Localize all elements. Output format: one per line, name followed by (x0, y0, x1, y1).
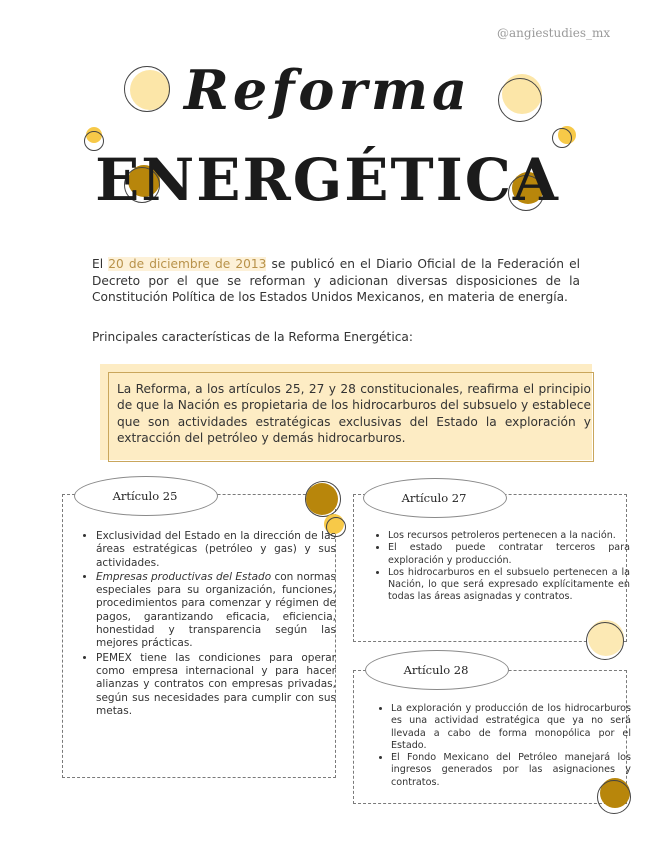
list-item: • Exclusividad del Estado en la dirección de las áreas estratégicas (petróleo y gas) y sus actividades. (96, 530, 336, 570)
title-line-1: Reforma (183, 58, 472, 122)
article-27-label: Artículo 27 (401, 491, 467, 505)
highlighted-date: 20 de diciembre de 2013 (108, 257, 267, 271)
author-handle: @angiestudies_mx (497, 26, 611, 40)
list-item-emphasis: Empresas productivas del Estado (96, 570, 272, 583)
section-subheading: Principales características de la Reforma Energética: (92, 330, 413, 344)
decor-circle-icon (552, 128, 572, 148)
decor-circle-icon (586, 622, 624, 660)
article-25-list (78, 530, 336, 719)
list-item-text: con normas especiales para su organización, funciones, procedimientos para comenzar y régimen de pagos, garantizando eficacia, eficiencia, honestidad y transparencia según las mejores prácticas. (96, 570, 337, 650)
intro-paragraph (92, 256, 580, 306)
list-item: • El estado puede contratar terceros para exploración y producción. (388, 542, 630, 567)
article-25-label: Artículo 25 (112, 489, 178, 503)
list-item: • PEMEX tiene las condiciones para operar como empresa internacional y para hacer alianzas y contratos con empresas privadas, según sus necesidades para cumplir con sus metas. (96, 652, 336, 718)
highlight-text: La Reforma, a los artículos 25, 27 y 28 constitucionales, reafirma el principio de que la Nación es propietaria de los hidrocarburos del subsuelo y establece que son actividades estratégicas exclusivas del Estado la exploración y extracción del petróleo y demás hidrocarburos. (117, 382, 591, 445)
article-28-label: Artículo 28 (403, 663, 469, 677)
list-item: • Los hidrocarburos en el subsuelo pertenecen a la Nación, lo que será expresado explícitamente en todas las áreas asignadas y contratos. (388, 567, 630, 604)
list-item: • Los recursos petroleros pertenecen a la nación. (388, 530, 630, 542)
list-item (96, 571, 336, 651)
list-item: • La exploración y producción de los hidrocarburos es una actividad estratégica que ya no será llevada a cabo de forma monopólica por el Estado. (391, 703, 631, 752)
article-27-list (370, 530, 630, 604)
intro-text: se publicó en el Diario Oficial de la Federación el Decreto por el que se reforman y adicionan diversas disposiciones de la Constitución Política de los Estados Unidos Mexicanos, en materia de energía. (92, 257, 581, 305)
title-line-2: ENERGÉTICA (95, 146, 560, 214)
decor-circle-icon (305, 481, 341, 517)
article-28-list (373, 703, 631, 789)
list-item: • El Fondo Mexicano del Petróleo manejará los ingresos generados por las asignaciones y contratos. (391, 752, 631, 789)
intro-prefix: El (92, 257, 109, 271)
